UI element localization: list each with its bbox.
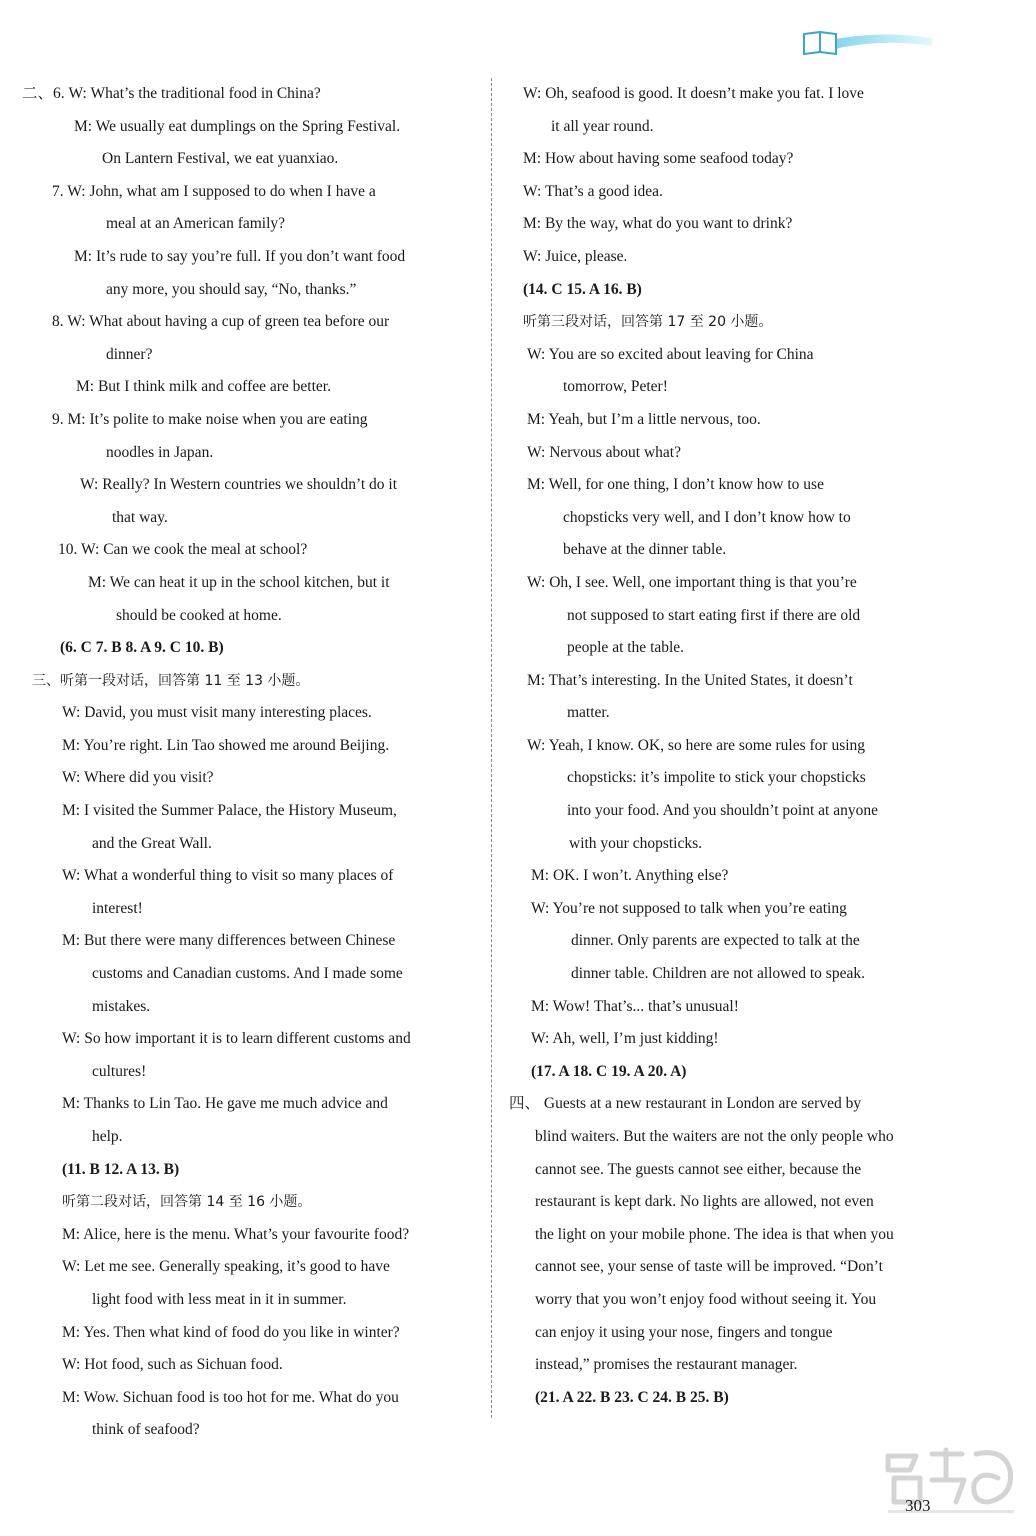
text-line: M: How about having some seafood today? xyxy=(523,150,794,168)
text-line: blind waiters. But the waiters are not the only people who xyxy=(535,1128,894,1145)
text-line: M: Thanks to Lin Tao. He gave me much advice and xyxy=(62,1095,388,1113)
text-line: dinner. Only parents are expected to talk at the xyxy=(571,932,860,950)
text-line: On Lantern Festival, we eat yuanxiao. xyxy=(102,150,339,168)
text-line: W: What a wonderful thing to visit so many places of xyxy=(62,867,394,885)
text-line: worry that you won’t enjoy food without seeing it. You xyxy=(535,1290,877,1308)
section-heading: 听第二段对话，回答第 14 至 16 小题。 xyxy=(62,1194,312,1211)
text-line: mistakes. xyxy=(92,997,151,1015)
text-line: W: Oh, seafood is good. It doesn’t make you fat. I love xyxy=(523,85,864,102)
text-line: meal at an American family? xyxy=(106,215,286,233)
section-heading: 三、听第一段对话，回答第 11 至 13 小题。 xyxy=(32,672,310,689)
left-column xyxy=(22,78,484,1447)
text-line: 二、6. W: What’s the traditional food in China? xyxy=(22,85,321,102)
text-line: tomorrow, Peter! xyxy=(563,378,668,396)
answer-key-line: (11. B 12. A 13. B) xyxy=(62,1160,180,1178)
text-line: W: So how important it is to learn different customs and xyxy=(62,1030,411,1048)
text-line: W: Juice, please. xyxy=(523,247,628,265)
text-line: restaurant is kept dark. No lights are allowed, not even xyxy=(535,1193,874,1211)
column-divider xyxy=(491,78,492,1418)
text-line: chopsticks: it’s impolite to stick your chopsticks xyxy=(567,769,866,787)
text-line: M: But I think milk and coffee are better. xyxy=(76,378,331,396)
text-line: and the Great Wall. xyxy=(92,834,212,852)
text-line: can enjoy it using your nose, fingers and tongue xyxy=(535,1323,833,1341)
text-line: W: That’s a good idea. xyxy=(523,182,663,200)
text-line: M: It’s rude to say you’re full. If you don’t want food xyxy=(74,247,406,265)
text-line: cannot see. The guests cannot see either, because the xyxy=(535,1160,862,1178)
text-line: help. xyxy=(92,1128,123,1145)
page-number: 303 xyxy=(905,1496,931,1515)
text-line: W: Yeah, I know. OK, so here are some rules for using xyxy=(527,736,866,754)
text-line: it all year round. xyxy=(551,117,654,135)
text-line: W: Really? In Western countries we shouldn’t do it xyxy=(80,476,398,494)
text-line: M: We usually eat dumplings on the Spring Festival. xyxy=(74,117,401,135)
text-line: noodles in Japan. xyxy=(106,443,214,461)
text-line: W: Ah, well, I’m just kidding! xyxy=(531,1030,719,1048)
text-line: cannot see, your sense of taste will be improved. “Don’t xyxy=(535,1258,883,1276)
text-line: W: Oh, I see. Well, one important thing is that you’re xyxy=(527,573,857,591)
right-column xyxy=(507,78,947,1414)
text-line: customs and Canadian customs. And I made some xyxy=(92,965,403,983)
text-line: 四、 Guests at a new restaurant in London are served by xyxy=(509,1095,862,1113)
text-line: M: By the way, what do you want to drink? xyxy=(523,215,793,233)
text-line: W: You’re not supposed to talk when you’re eating xyxy=(531,899,847,917)
open-book-icon xyxy=(800,26,932,60)
text-line: M: We can heat it up in the school kitchen, but it xyxy=(88,573,390,591)
text-line: behave at the dinner table. xyxy=(563,541,727,559)
text-line: W: You are so excited about leaving for China xyxy=(527,345,814,363)
text-line: M: Wow. Sichuan food is too hot for me. What do you xyxy=(62,1388,399,1406)
text-line: M: Alice, here is the menu. What’s your favourite food? xyxy=(62,1225,410,1243)
answer-key-line: (21. A 22. B 23. C 24. B 25. B) xyxy=(535,1388,729,1406)
text-line: dinner? xyxy=(106,345,153,363)
mxqe-logo-icon xyxy=(876,1440,1026,1532)
text-line: the light on your mobile phone. The idea is that when you xyxy=(535,1225,894,1243)
text-line: dinner table. Children are not allowed to speak. xyxy=(571,965,865,983)
text-line: chopsticks very well, and I don’t know how to xyxy=(563,508,851,526)
text-line: W: Nervous about what? xyxy=(527,443,681,461)
text-line: light food with less meat in it in summer. xyxy=(92,1290,347,1308)
text-line: M: Well, for one thing, I don’t know how to use xyxy=(527,476,824,494)
text-line: instead,” promises the restaurant manager. xyxy=(535,1356,798,1374)
answer-key-line: (14. C 15. A 16. B) xyxy=(523,280,642,298)
text-line: 8. W: What about having a cup of green tea before our xyxy=(52,313,390,331)
text-line: should be cooked at home. xyxy=(116,606,282,624)
text-line: M: That’s interesting. In the United States, it doesn’t xyxy=(527,671,853,689)
answer-key-line: (17. A 18. C 19. A 20. A) xyxy=(531,1062,687,1080)
text-line: M: But there were many differences between Chinese xyxy=(62,932,396,950)
text-line: W: Let me see. Generally speaking, it’s good to have xyxy=(62,1258,390,1276)
text-line: that way. xyxy=(112,508,168,526)
text-line: M: Yes. Then what kind of food do you like in winter? xyxy=(62,1323,400,1341)
text-line: any more, you should say, “No, thanks.” xyxy=(106,280,357,298)
text-line: W: Hot food, such as Sichuan food. xyxy=(62,1356,283,1374)
text-line: into your food. And you shouldn’t point at anyone xyxy=(567,802,878,820)
text-line: M: Yeah, but I’m a little nervous, too. xyxy=(527,410,761,428)
text-line: matter. xyxy=(567,704,610,722)
text-line: cultures! xyxy=(92,1062,147,1080)
text-line: 7. W: John, what am I supposed to do when I have a xyxy=(52,182,376,200)
text-line: not supposed to start eating first if there are old xyxy=(567,606,861,624)
text-line: think of seafood? xyxy=(92,1421,200,1439)
answer-key-line: (6. C 7. B 8. A 9. C 10. B) xyxy=(60,639,224,657)
section-heading: 听第三段对话，回答第 17 至 20 小题。 xyxy=(523,314,773,331)
text-line: W: David, you must visit many interesting places. xyxy=(62,704,372,722)
text-line: M: OK. I won’t. Anything else? xyxy=(531,867,729,885)
text-line: W: Where did you visit? xyxy=(62,769,214,787)
text-line: 10. W: Can we cook the meal at school? xyxy=(58,541,308,559)
text-line: people at the table. xyxy=(567,639,685,657)
text-line: with your chopsticks. xyxy=(569,834,703,852)
text-line: M: Wow! That’s... that’s unusual! xyxy=(531,997,739,1015)
text-line: M: You’re right. Lin Tao showed me around Beijing. xyxy=(62,736,390,754)
text-line: 9. M: It’s polite to make noise when you are eating xyxy=(52,410,368,428)
text-line: interest! xyxy=(92,899,143,917)
text-line: M: I visited the Summer Palace, the History Museum, xyxy=(62,802,397,820)
